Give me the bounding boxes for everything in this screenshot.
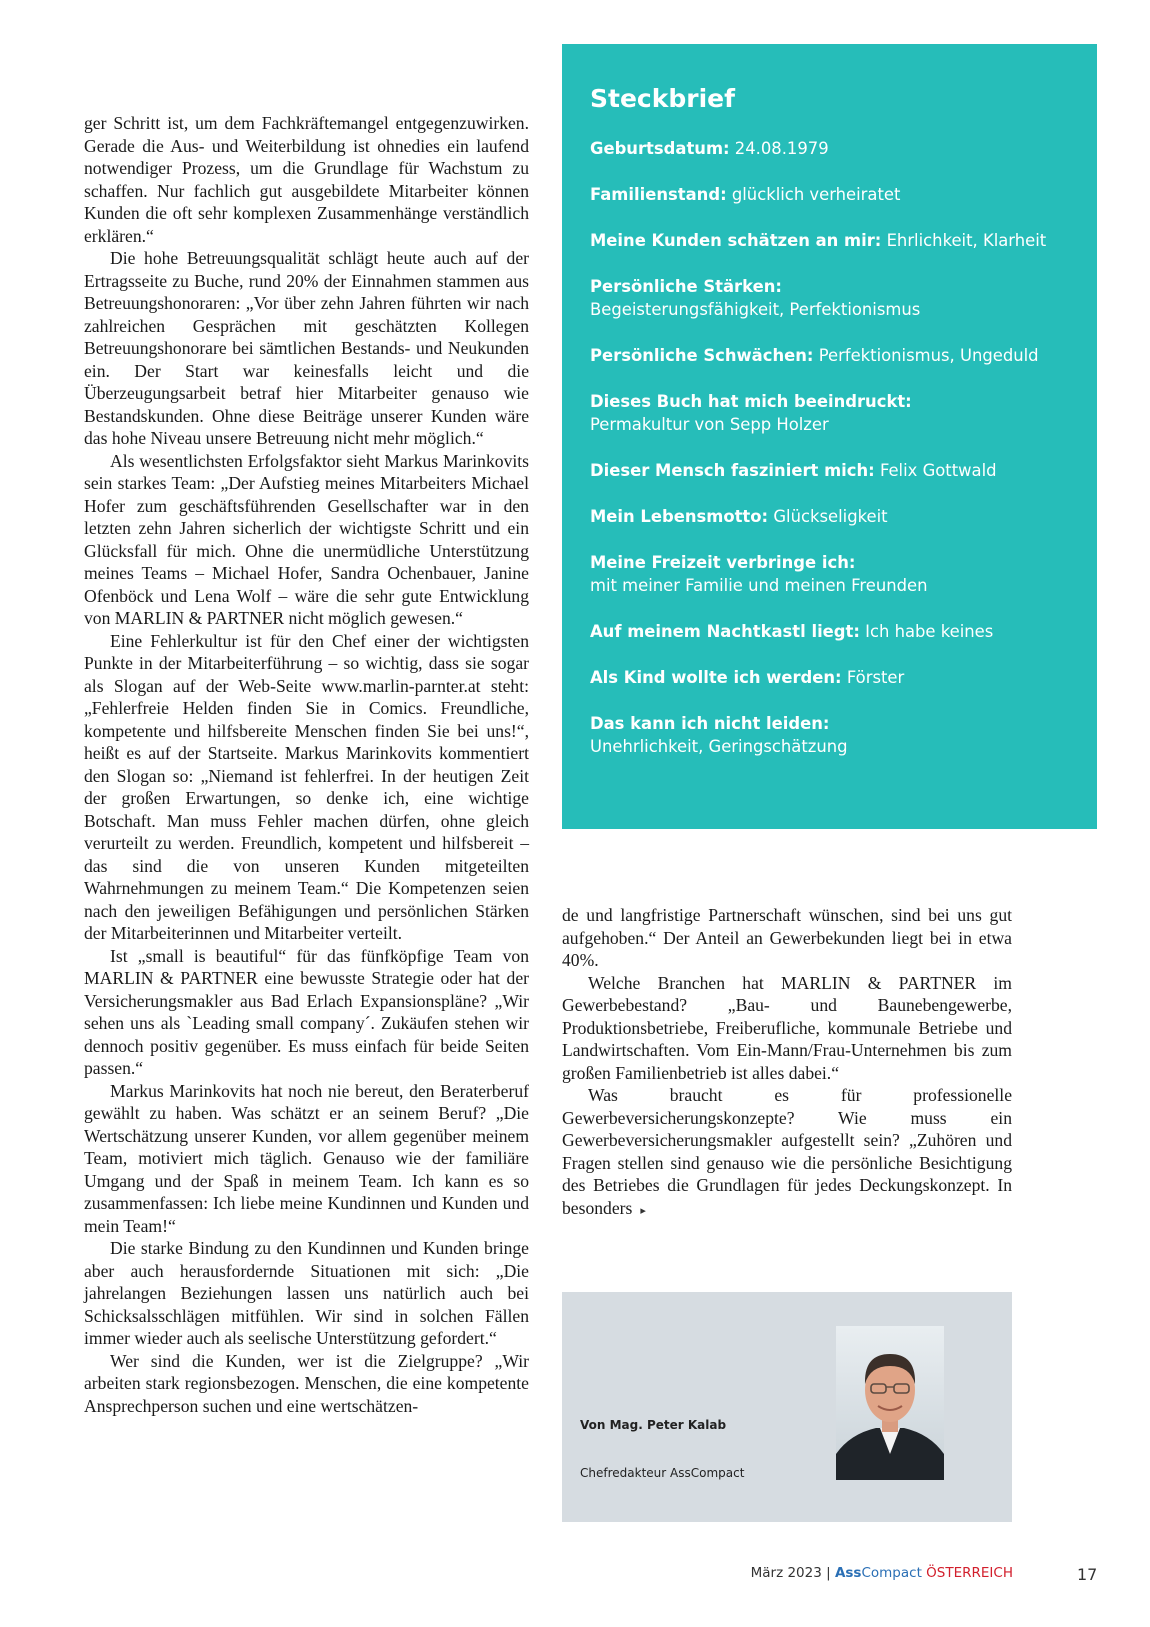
author-photo	[836, 1326, 944, 1480]
steckbrief-label: Meine Freizeit verbringe ich:	[590, 553, 856, 572]
steckbrief-item	[590, 712, 1069, 758]
steckbrief-label: Das kann ich nicht leiden:	[590, 714, 830, 733]
paragraph-text: Was braucht es für professionelle Gewerbeversicherungskonzepte? Wie muss ein Gewerbeversicherungsmakler aufgestellt sein? „Zuhören und Fragen stellen sind genauso wie die persönliche Besichtigung des Betriebes die Grundlagen für jedes Deckungskonzept. In besonders	[562, 1085, 1012, 1218]
steckbrief-value: Ehrlichkeit, Klarheit	[886, 231, 1047, 250]
steckbrief-item	[590, 229, 1069, 252]
steckbrief-label: Mein Lebensmotto:	[590, 507, 769, 526]
author-portrait-icon	[836, 1326, 944, 1480]
steckbrief-label: Persönliche Stärken:	[590, 277, 782, 296]
steckbrief-title: Steckbrief	[590, 84, 735, 113]
steckbrief-item	[590, 275, 1069, 321]
paragraph: ger Schritt ist, um dem Fachkräftemangel entgegenzuwirken. Gerade die Aus- und Weiterbildung ist ohnedies ein laufend notwendiger Prozess, um die Grundlage für Wachstum zu schaffen. Nur fachlich gut ausgebildete Mitarbeiter können Kunden die oft sehr komplexen Zusammenhänge verständlich erklären.“	[84, 113, 529, 246]
author-box	[562, 1292, 1012, 1522]
steckbrief-label: Als Kind wollte ich werden:	[590, 668, 842, 687]
author-role: Chefredakteur AssCompact	[580, 1466, 745, 1480]
page-number: 17	[1077, 1565, 1098, 1584]
paragraph: de und langfristige Partnerschaft wünschen, sind bei uns gut aufgehoben.“ Der Anteil an Gewerbekunden liegt bei in etwa 40%.	[562, 905, 1012, 970]
paragraph: Ist „small is beautiful“ für das fünfköpfige Team von MARLIN & PARTNER eine bewusste Strategie oder hat der Versicherungsmakler aus Bad Erlach Expansionspläne? „Wir sehen uns als `Leading small company´. Zukäufen stehen wir dennoch positiv gegenüber. Es muss einfach für beide Seiten passen.“	[84, 945, 529, 1078]
footer-country: ÖSTERREICH	[926, 1565, 1013, 1581]
paragraph: Markus Marinkovits hat noch nie bereut, den Beraterberuf gewählt zu haben. Was schätzt er an seinem Beruf? „Die Wertschätzung unserer Kunden, vor allem gegenüber meinem Team, motiviert mich täglich. Genauso wie der familiäre Umgang und der Spaß in meinem Team. Ich kann es so zusammenfassen: Ich liebe meine Kundinnen und Kunden und mein Team!“	[84, 1080, 529, 1236]
steckbrief-item	[590, 551, 1069, 597]
steckbrief-list	[590, 137, 1069, 758]
paragraph: Wer sind die Kunden, wer ist die Zielgruppe? „Wir arbeiten stark regionsbezogen. Menschen, die eine kompetente Ansprechperson suchen und eine wertschätzen-	[84, 1350, 529, 1416]
paragraph: Die hohe Betreuungsqualität schlägt heute auch auf der Ertragsseite zu Buche, rund 20% der Einnahmen stammen aus Betreuungshonoraren: „Vor über zehn Jahren führten wir nach zahlreichen Gesprächen mit geschätzten Kollegen Betreuungshonorare bei sämtlichen Bestands- und Neukunden ein. Der Start war keinesfalls leicht und die Überzeugungsarbeit betraf hier Mitarbeiter genauso wie Bestandskunden. Ohne diese Beiträge unserer Kunden wäre das hohe Niveau unsere Betreuung nicht mehr möglich.“	[84, 248, 529, 448]
steckbrief-box	[562, 44, 1097, 829]
steckbrief-value: Ich habe keines	[865, 622, 994, 641]
steckbrief-value: Perfektionismus, Ungeduld	[818, 346, 1039, 365]
steckbrief-value: Begeisterungsfähigkeit, Perfektionismus	[590, 300, 921, 319]
footer-brand-bold: Ass	[834, 1565, 862, 1581]
steckbrief-item	[590, 620, 1069, 643]
steckbrief-label: Meine Kunden schätzen an mir:	[590, 231, 882, 250]
footer-date: März 2023 |	[750, 1565, 835, 1581]
steckbrief-item	[590, 344, 1069, 367]
steckbrief-value: mit meiner Familie und meinen Freunden	[590, 576, 928, 595]
continue-arrow-icon: ▸	[640, 1204, 646, 1217]
author-name: Von Mag. Peter Kalab	[580, 1418, 727, 1432]
steckbrief-label: Geburtsdatum:	[590, 139, 730, 158]
steckbrief-label: Auf meinem Nachtkastl liegt:	[590, 622, 860, 641]
footer-brand-rest: Compact	[861, 1565, 922, 1581]
paragraph: Welche Branchen hat MARLIN & PARTNER im Gewerbebestand? „Bau- und Baunebengewerbe, Produktionsbetriebe, Freiberufliche, kommunale Betriebe und Landwirtschaften. Vom Ein-Mann/Frau-Unternehmen bis zum großen Familienbetrieb ist alles dabei.“	[562, 972, 1012, 1083]
steckbrief-label: Dieser Mensch fasziniert mich:	[590, 461, 875, 480]
steckbrief-item	[590, 666, 1069, 689]
steckbrief-value: Felix Gottwald	[879, 461, 997, 480]
paragraph: Als wesentlichsten Erfolgsfaktor sieht Markus Marinkovits sein starkes Team: „Der Aufstieg meines Mitarbeiters Michael Hofer zum geschäftsführenden Gesellschafter war in den letzten zehn Jahren sicherlich der wichtigste Schritt und ein Glücksfall für mich. Ohne die unermüdliche Unterstützung meines Teams – Michael Hofer, Sandra Ochenbauer, Janine Ofenböck und Lena Wolf – wäre die sehr gute Entwicklung von MARLIN & PARTNER nicht möglich gewesen.“	[84, 450, 529, 628]
steckbrief-label: Persönliche Schwächen:	[590, 346, 814, 365]
steckbrief-item	[590, 137, 1069, 160]
steckbrief-value: Unehrlichkeit, Geringschätzung	[590, 737, 848, 756]
paragraph: Die starke Bindung zu den Kundinnen und Kunden bringe aber auch herausfordernde Situationen mit sich: „Die jahrelangen Beziehungen lassen uns natürlich auch bei Schicksalsschlägen mitfühlen. Wir sind in solchen Fällen immer wieder auch als seelische Unterstützung gefordert.“	[84, 1238, 529, 1348]
footer-publication	[751, 1565, 1013, 1581]
steckbrief-value: glücklich verheiratet	[731, 185, 901, 204]
steckbrief-label: Dieses Buch hat mich beeindruckt:	[590, 392, 912, 411]
steckbrief-value: Glückseligkeit	[773, 507, 888, 526]
steckbrief-value: Förster	[846, 668, 905, 687]
steckbrief-item	[590, 505, 1069, 528]
steckbrief-value: Permakultur von Sepp Holzer	[590, 415, 829, 434]
steckbrief-item	[590, 390, 1069, 436]
steckbrief-item	[590, 183, 1069, 206]
steckbrief-value: 24.08.1979	[734, 139, 829, 158]
steckbrief-item	[590, 459, 1069, 482]
paragraph: Eine Fehlerkultur ist für den Chef einer der wichtigsten Punkte in der Mitarbeiterführung – so wichtig, dass sie sogar als Slogan auf der Web-Seite www.marlin-parnter.at steht: „Fehlerfreie Helden finden Sie in Comics. Freundliche, kompetente und hilfsbereite Menschen finden Sie bei uns!“, heißt es auf der Startseite. Markus Marinkovits kommentiert den Slogan so: „Niemand ist fehlerfrei. In der heutigen Zeit der großen Erwartungen, so denke ich, eine wichtige Botschaft. Man muss Fehler machen dürfen, ohne gleich verurteilt zu werden. Freundlich, kompetent und hilfsbereit – das sind die von unseren Kunden mitgeteilten Wahrnehmungen zu meinem Team.“ Die Kompetenzen seien nach den jeweiligen Befähigungen und persönlichen Stärken der Mitarbeiterinnen und Mitarbeiter verteilt.	[84, 630, 529, 943]
paragraph	[562, 1084, 1012, 1222]
steckbrief-label: Familienstand:	[590, 185, 727, 204]
article-left-column	[84, 112, 529, 1417]
article-right-column	[562, 904, 1012, 1222]
